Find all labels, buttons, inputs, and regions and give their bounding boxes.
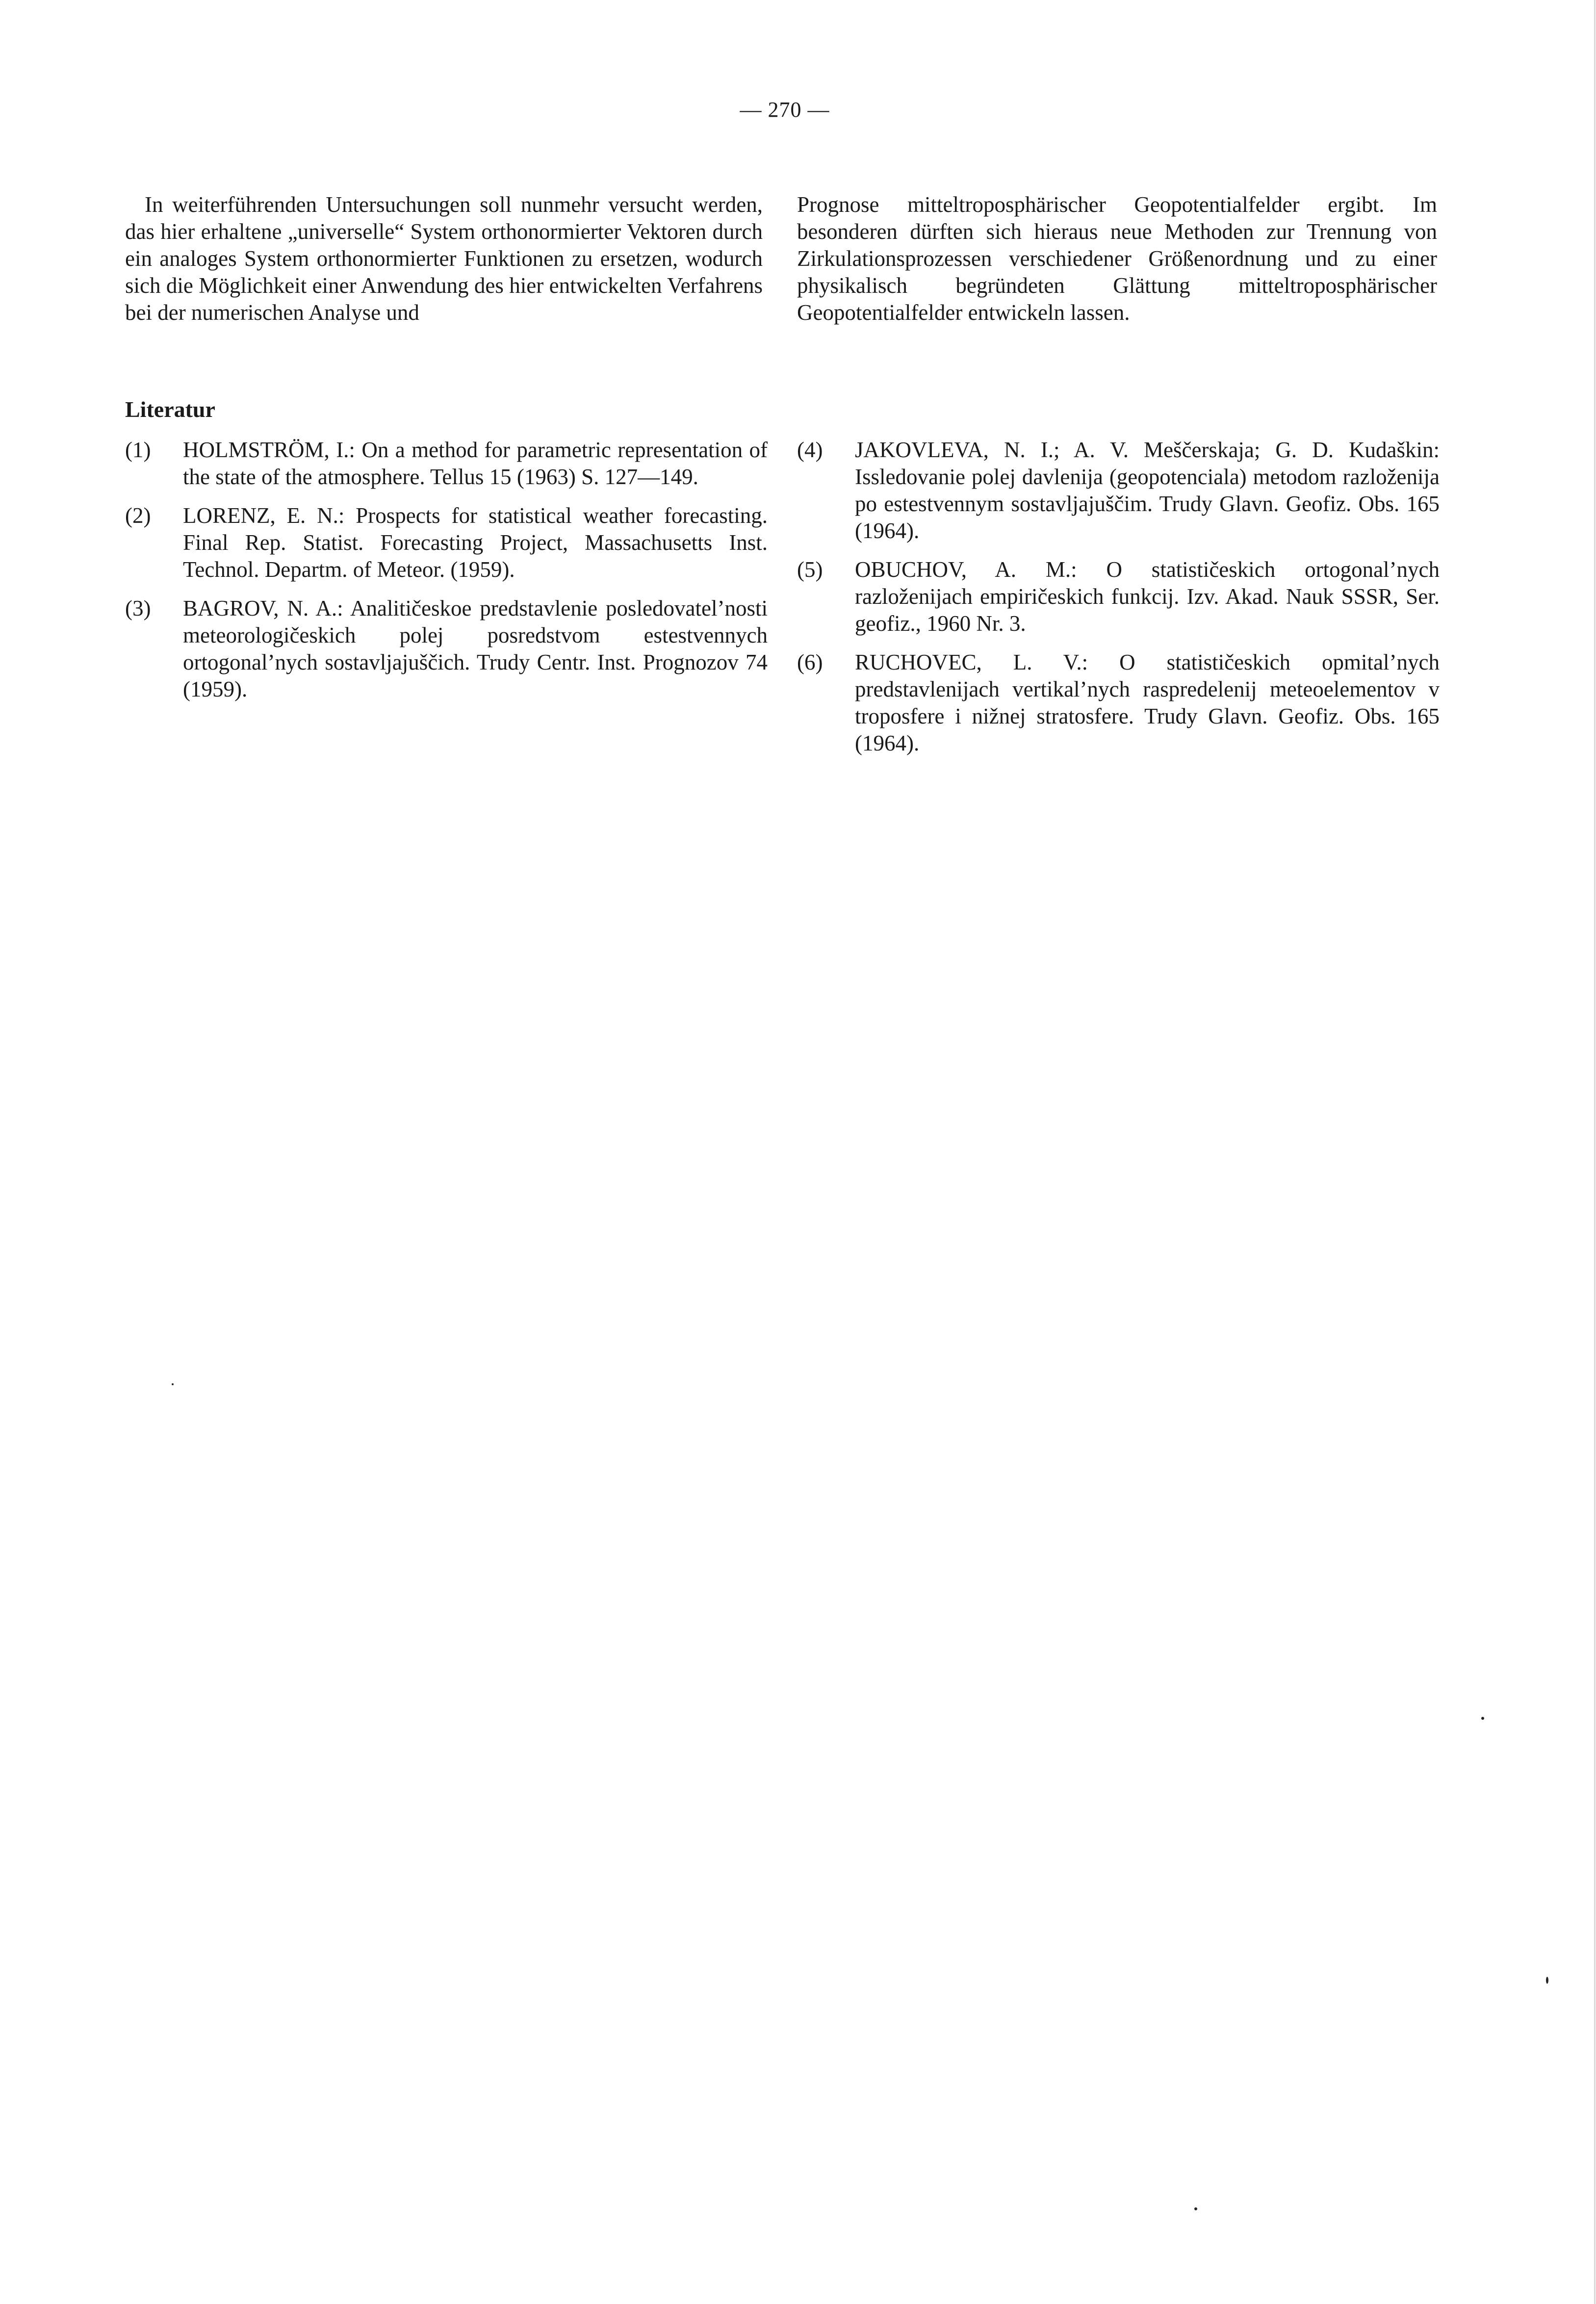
reference-item bbox=[797, 437, 1440, 544]
reference-number: (2) bbox=[125, 503, 151, 528]
body-paragraph-left: In weiterführenden Untersuchungen soll nunmehr versucht werden, das hier erhaltene „universelle“ System orthonormierter Vektoren durch ein analoges System orthonormierter Funktionen zu ersetzen, wodurch sich die Möglichkeit einer Anwendung des hier entwickelten Verfahrens bei der numerischen Analyse und bbox=[125, 192, 763, 325]
reference-number: (1) bbox=[125, 438, 151, 462]
reference-text: RUCHOVEC, L. V.: O statističeskich opmital’nych predstavlenijach vertikal’nych raspredelenij meteoelementov v troposfere i nižnej stratosfere. Trudy Glavn. Geofiz. Obs. 165 (1964). bbox=[855, 650, 1440, 755]
reference-item bbox=[797, 649, 1440, 757]
scan-speck bbox=[172, 1383, 174, 1385]
body-paragraph-right: Prognose mitteltroposphärischer Geopotentialfelder ergibt. Im besonderen dürften sich hieraus neue Methoden zur Trennung von Zirkulationsprozessen verschiedener Größenordnung und zu einer physikalisch begründeten Glättung mitteltroposphärischer Geopotentialfelder entwickeln lassen. bbox=[797, 192, 1437, 325]
references-heading: Literatur bbox=[125, 397, 215, 422]
reference-item bbox=[797, 556, 1440, 637]
reference-item bbox=[125, 595, 768, 703]
reference-list-right bbox=[797, 437, 1440, 769]
scan-speck bbox=[1481, 1717, 1484, 1720]
scan-speck bbox=[1546, 1977, 1548, 1984]
scan-edge-shadow bbox=[1594, 0, 1596, 2304]
reference-number: (3) bbox=[125, 596, 151, 621]
reference-number: (6) bbox=[797, 650, 823, 674]
reference-number: (4) bbox=[797, 438, 823, 462]
page-number: — 270 — bbox=[740, 98, 830, 122]
scan-speck bbox=[1194, 2207, 1197, 2210]
reference-item bbox=[125, 437, 768, 491]
reference-list-left bbox=[125, 437, 768, 715]
reference-text: JAKOVLEVA, N. I.; A. V. Meščerskaja; G. D. Kudaškin: Issledovanie polej davlenija (geopotenciala) metodom razloženija po estestvennym sostavljajuščim. Trudy Glavn. Geofiz. Obs. 165 (1964). bbox=[855, 438, 1440, 543]
reference-text: BAGROV, N. A.: Analitičeskoe predstavlenie posledovatel’nosti meteorologičeskich polej posredstvom estestvennych ortogonal’nych sostavljajuščich. Trudy Centr. Inst. Prognozov 74 (1959). bbox=[183, 596, 768, 701]
reference-item bbox=[125, 502, 768, 583]
reference-number: (5) bbox=[797, 557, 823, 582]
reference-text: OBUCHOV, A. M.: O statističeskich ortogonal’nych razloženijach empiričeskich funkcij. Izv. Akad. Nauk SSSR, Ser. geofiz., 1960 Nr. 3. bbox=[855, 557, 1440, 636]
reference-text: HOLMSTRÖM, I.: On a method for parametric representation of the state of the atmosphere. Tellus 15 (1963) S. 127—149. bbox=[183, 438, 768, 489]
reference-text: LORENZ, E. N.: Prospects for statistical weather forecasting. Final Rep. Statist. Forecasting Project, Massachusetts Inst. Technol. Departm. of Meteor. (1959). bbox=[183, 503, 768, 582]
